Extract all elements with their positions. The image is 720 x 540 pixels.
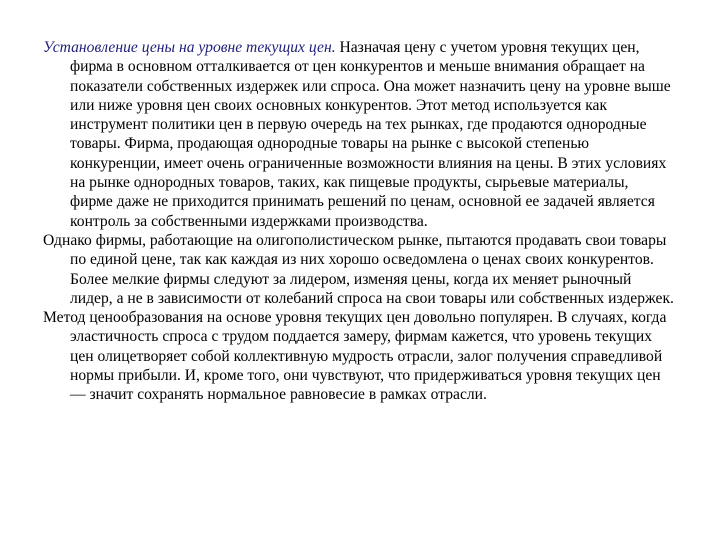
body-text: [43, 38, 675, 405]
paragraph-1-lead: Установление цены на уровне текущих цен.: [43, 39, 336, 56]
paragraph-3: [43, 308, 675, 404]
paragraph-3-text: Метод ценообразования на основе уровня текущих цен довольно популярен. В случаях, когда эластичность спроса с трудом поддается замеру, фирмам кажется, что уровень текущих цен олицетворяет собой коллективную мудрость отрасли, залог получения справедливой нормы прибыли. И, кроме того, они чувствуют, что придерживаться уровня текущих цен — значит сохранять нормальное равновесие в рамках отрасли.: [43, 309, 667, 404]
paragraph-1-text: Назначая цену с учетом уровня текущих цен, фирма в основном отталкивается от цен конкурентов и меньше внимания обращает на показатели собственных издержек или спроса. Она может назначить цену на уровне выше или ниже уровня цен своих основных конкурентов. Этот метод используется как инструмент политики цен в первую очередь на тех рынках, где продаются однородные товары. Фирма, продающая однородные товары на рынке с высокой степенью конкуренции, имеет очень ограниченные возможности влияния на цены. В этих условиях на рынке однородных товаров, таких, как пищевые продукты, сырьевые материалы, фирме даже не приходится принимать решений по ценам, основной ее задачей является контроль за собственными издержками производства.: [70, 39, 671, 230]
paragraph-2: [43, 231, 675, 308]
paragraph-1: [43, 38, 675, 231]
paragraph-2-text: Однако фирмы, работающие на олигополистическом рынке, пытаются продавать свои товары по единой цене, так как каждая из них хорошо осведомлена о ценах своих конкурентов. Более мелкие фирмы следуют за лидером, изменяя цены, когда их меняет рыночный лидер, а не в зависимости от колебаний спроса на свои товары или собственных издержек.: [43, 231, 674, 307]
